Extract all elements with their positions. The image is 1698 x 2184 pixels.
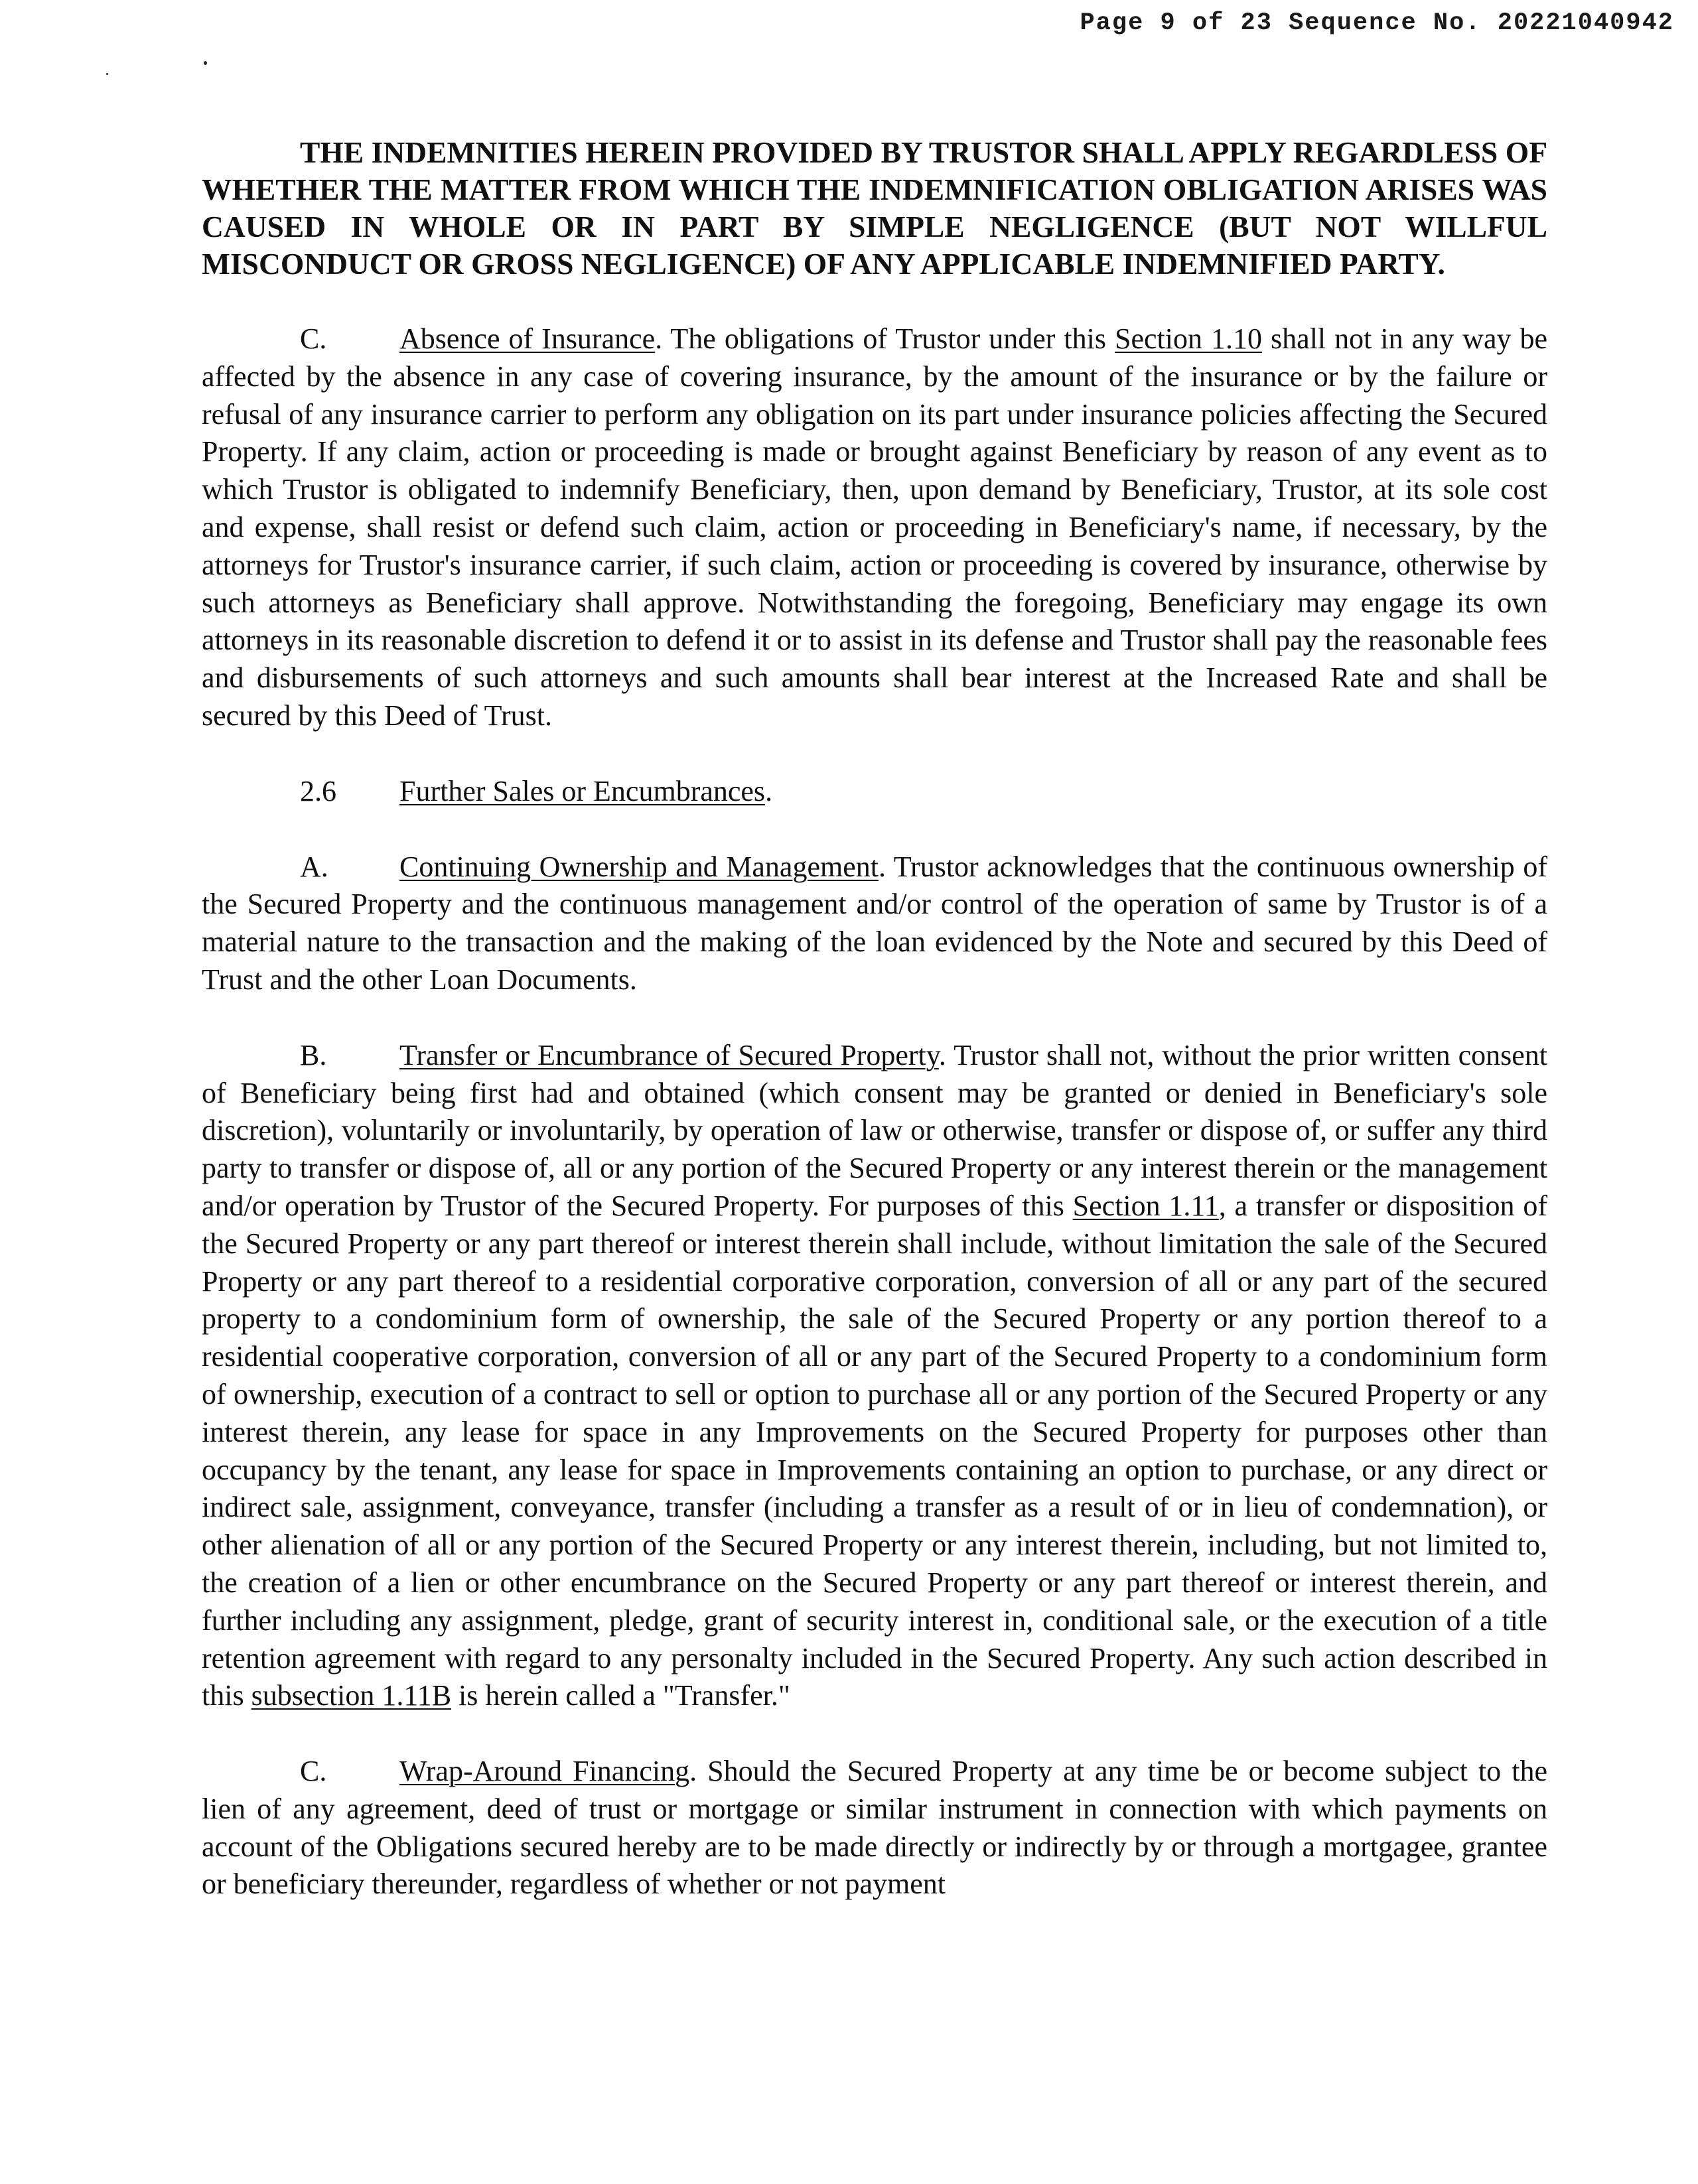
paragraph-letter: B.: [300, 1038, 327, 1071]
paragraph-heading: Wrap-Around Financing: [399, 1755, 690, 1788]
section-reference: Section 1.11: [1072, 1189, 1219, 1222]
paragraph-text: . Trustor shall not, without the prior written consent of Beneficiary being first had and obtained (which consent may be granted or denied in Beneficiary's sole discretion), voluntarily or involuntarily, by operation of law or otherwise, transfer or dispose of, or suffer any third party to transfer or dispose of, all or any portion of the Secured Property or any interest therein or the management and/or operation by Trustor of the Secured Property. For purposes of this: [202, 1038, 1547, 1222]
paragraph-absence-of-insurance: [202, 320, 1547, 735]
page-sequence-header: Page 9 of 23 Sequence No. 20221040942: [1080, 9, 1674, 37]
document-body: [202, 134, 1547, 1941]
section-title: Further Sales or Encumbrances: [399, 774, 766, 807]
paragraph-continuing-ownership: [202, 849, 1547, 999]
paragraph-heading: Continuing Ownership and Management: [399, 850, 879, 883]
paragraph-letter: C.: [300, 322, 327, 355]
paragraph-transfer-or-encumbrance: [202, 1037, 1547, 1715]
section-number: 2.6: [300, 774, 336, 807]
paragraph-text: . Trustor acknowledges that the continuous ownership of the Secured Property and the continuous management and/or control of the operation of same by Trustor is of a material nature to the transaction and the making of the loan evidenced by the Note and secured by this Deed of Trust and the other Loan Documents.: [202, 850, 1548, 996]
paragraph-wrap-around-financing: [202, 1753, 1547, 1903]
paragraph-heading: Transfer or Encumbrance of Secured Property: [399, 1038, 939, 1071]
paragraph-text: is herein called a "Transfer.": [451, 1679, 790, 1712]
section-reference: subsection 1.11B: [251, 1679, 452, 1712]
paragraph-text: shall not in any way be affected by the absence in any case of covering insurance, by the amount of the insurance or by the failure or refusal of any insurance carrier to perform any obligation on its part under insurance policies affecting the Secured Property. If any claim, action or proceeding is made or brought against Beneficiary by reason of any event as to which Trustor is obligated to indemnify Beneficiary, then, upon demand by Beneficiary, Trustor, at its sole cost and expense, shall resist or defend such claim, action or proceeding in Beneficiary's name, if necessary, by the attorneys for Trustor's insurance carrier, if such claim, action or proceeding is covered by insurance, otherwise by such attorneys as Beneficiary shall approve. Notwithstanding the foregoing, Beneficiary may engage its own attorneys in its reasonable discretion to defend it or to assist in its defense and Trustor shall pay the reasonable fees and disbursements of such attorneys and such amounts shall bear interest at the Increased Rate and shall be secured by this Deed of Trust.: [202, 322, 1548, 732]
indemnity-caps-notice: THE INDEMNITIES HEREIN PROVIDED BY TRUSTOR SHALL APPLY REGARDLESS OF WHETHER THE MATTER FROM WHICH THE INDEMNIFICATION OBLIGATION ARISES WAS CAUSED IN WHOLE OR IN PART BY SIMPLE NEGLIGENCE (BUT NOT WILLFUL MISCONDUCT OR GROSS NEGLIGENCE) OF ANY APPLICABLE INDEMNIFIED PARTY.: [202, 135, 1547, 281]
paragraph-letter: A.: [300, 850, 328, 883]
paragraph-letter: C.: [300, 1755, 327, 1788]
paragraph-text: , a transfer or disposition of the Secured Property or any part thereof or interest therein shall include, without limitation the sale of the Secured Property or any part thereof to a residential corporative corporation, conversion of all or any part of the secured property to a condominium form of ownership, the sale of the Secured Property or any portion thereof to a residential cooperative corporation, conversion of all or any part of the Secured Property to a condominium form of ownership, execution of a contract to sell or option to purchase all or any portion of the Secured Property or any interest therein, any lease for space in any Improvements on the Secured Property for purposes other than occupancy by the tenant, any lease for space in Improvements containing an option to purchase, or any direct or indirect sale, assignment, conveyance, transfer (including a transfer as a result of or in lieu of condemnation), or other alienation of all or any portion of the Secured Property or any interest therein, including, but not limited to, the creation of a lien or other encumbrance on the Secured Property or any part thereof or interest therein, and further including any assignment, pledge, grant of security interest in, conditional sale, or the execution of a title retention agreement with regard to any personalty included in the Secured Property. Any such action described in this: [202, 1189, 1547, 1712]
section-2-6-heading: [202, 773, 1547, 811]
paragraph-text: . Should the Secured Property at any time be or become subject to the lien of any agreement, deed of trust or mortgage or similar instrument in connection with which payments on account of the Obligations secured hereby are to be made directly or indirectly by or through a mortgagee, grantee or beneficiary thereunder, regardless of whether or not payment: [202, 1755, 1547, 1901]
scan-speck: [106, 73, 108, 75]
section-title-period: .: [765, 774, 773, 807]
scan-speck: [204, 61, 207, 65]
paragraph-heading: Absence of Insurance: [399, 322, 656, 355]
paragraph-text: . The obligations of Trustor under this: [655, 322, 1115, 355]
section-reference: Section 1.10: [1115, 322, 1263, 355]
